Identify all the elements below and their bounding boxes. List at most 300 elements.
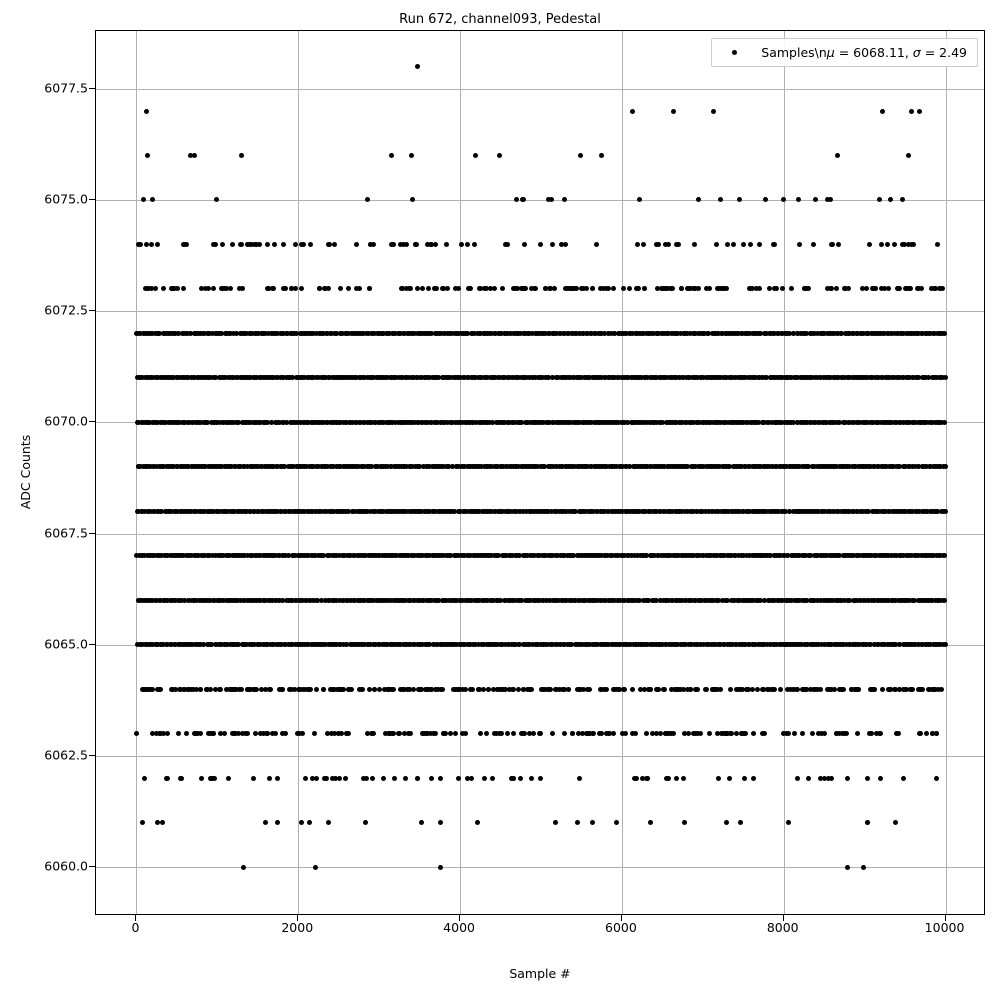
scatter-point bbox=[707, 731, 712, 736]
scatter-point bbox=[728, 687, 733, 692]
scatter-point bbox=[934, 776, 939, 781]
scatter-point bbox=[594, 242, 599, 247]
scatter-point bbox=[314, 776, 319, 781]
scatter-point bbox=[518, 776, 523, 781]
scatter-point bbox=[239, 687, 244, 692]
scatter-point bbox=[325, 731, 330, 736]
scatter-point bbox=[855, 731, 860, 736]
scatter-point bbox=[681, 687, 686, 692]
scatter-point bbox=[856, 687, 861, 692]
scatter-point bbox=[265, 242, 270, 247]
gridline-horizontal bbox=[96, 200, 984, 201]
scatter-point bbox=[160, 820, 165, 825]
scatter-point bbox=[885, 242, 890, 247]
scatter-point bbox=[751, 731, 756, 736]
scatter-point bbox=[410, 197, 415, 202]
scatter-point bbox=[538, 776, 543, 781]
scatter-point bbox=[614, 820, 619, 825]
scatter-point bbox=[934, 731, 939, 736]
scatter-point bbox=[280, 687, 285, 692]
scatter-point bbox=[870, 687, 875, 692]
scatter-point bbox=[718, 197, 723, 202]
scatter-point bbox=[738, 820, 743, 825]
scatter-point bbox=[562, 731, 567, 736]
scatter-point bbox=[313, 865, 318, 870]
y-axis-label: ADC Counts bbox=[18, 434, 33, 510]
x-tick-label: 4000 bbox=[443, 920, 475, 935]
scatter-point bbox=[317, 286, 322, 291]
scatter-point bbox=[192, 153, 197, 158]
scatter-point bbox=[299, 820, 304, 825]
scatter-point bbox=[149, 242, 154, 247]
scatter-point bbox=[632, 776, 637, 781]
scatter-point bbox=[267, 776, 272, 781]
scatter-point bbox=[228, 286, 233, 291]
scatter-point bbox=[888, 197, 893, 202]
scatter-point bbox=[538, 731, 543, 736]
scatter-point bbox=[293, 242, 298, 247]
scatter-point bbox=[396, 731, 401, 736]
scatter-point bbox=[199, 776, 204, 781]
scatter-point bbox=[343, 776, 348, 781]
scatter-point bbox=[392, 776, 397, 781]
scatter-point bbox=[148, 687, 153, 692]
y-tick-label: 6067.5 bbox=[44, 525, 88, 541]
scatter-point bbox=[696, 286, 701, 291]
scatter-point bbox=[469, 776, 474, 781]
scatter-point bbox=[428, 242, 433, 247]
scatter-point bbox=[339, 731, 344, 736]
scatter-point bbox=[886, 687, 891, 692]
scatter-point bbox=[635, 242, 640, 247]
scatter-point bbox=[155, 242, 160, 247]
scatter-point bbox=[213, 687, 218, 692]
legend-marker-icon bbox=[732, 50, 737, 55]
scatter-point bbox=[840, 731, 845, 736]
scatter-point bbox=[829, 286, 834, 291]
scatter-point bbox=[415, 286, 420, 291]
scatter-point bbox=[760, 731, 765, 736]
y-tick-mark bbox=[89, 755, 95, 756]
scatter-point bbox=[415, 64, 420, 69]
scatter-point bbox=[240, 286, 245, 291]
scatter-point bbox=[724, 820, 729, 825]
gridline-horizontal bbox=[96, 89, 984, 90]
scatter-point bbox=[140, 687, 145, 692]
scatter-point bbox=[484, 731, 489, 736]
x-tick-label: 6000 bbox=[605, 920, 637, 935]
scatter-point bbox=[563, 242, 568, 247]
scatter-point bbox=[834, 286, 839, 291]
scatter-point bbox=[490, 776, 495, 781]
scatter-point bbox=[521, 687, 526, 692]
scatter-point bbox=[930, 731, 935, 736]
scatter-point bbox=[220, 242, 225, 247]
scatter-point bbox=[522, 242, 527, 247]
scatter-point bbox=[671, 109, 676, 114]
scatter-point bbox=[438, 820, 443, 825]
scatter-point bbox=[674, 776, 679, 781]
scatter-point bbox=[543, 286, 548, 291]
scatter-point bbox=[611, 731, 616, 736]
scatter-point bbox=[943, 375, 948, 380]
scatter-point bbox=[275, 776, 280, 781]
scatter-point bbox=[322, 776, 327, 781]
scatter-point bbox=[165, 776, 170, 781]
scatter-point bbox=[786, 731, 791, 736]
scatter-point bbox=[893, 687, 898, 692]
scatter-point bbox=[283, 731, 288, 736]
scatter-point bbox=[417, 687, 422, 692]
scatter-point bbox=[742, 776, 747, 781]
gridline-vertical bbox=[298, 31, 299, 914]
scatter-point bbox=[401, 242, 406, 247]
scatter-point bbox=[893, 820, 898, 825]
scatter-point bbox=[368, 242, 373, 247]
scatter-point bbox=[606, 286, 611, 291]
scatter-point bbox=[340, 687, 345, 692]
scatter-point bbox=[359, 687, 364, 692]
scatter-point bbox=[865, 776, 870, 781]
scatter-point bbox=[263, 820, 268, 825]
scatter-point bbox=[810, 731, 815, 736]
scatter-point bbox=[867, 242, 872, 247]
scatter-point bbox=[453, 687, 458, 692]
scatter-point bbox=[140, 820, 145, 825]
scatter-point bbox=[789, 286, 794, 291]
scatter-point bbox=[433, 687, 438, 692]
scatter-point bbox=[734, 687, 739, 692]
scatter-point bbox=[553, 820, 558, 825]
scatter-point bbox=[727, 776, 732, 781]
legend-mu-symbol: μ bbox=[826, 45, 835, 60]
scatter-point bbox=[828, 197, 833, 202]
legend-sigma-symbol: σ bbox=[912, 45, 921, 60]
scatter-point bbox=[757, 286, 762, 291]
scatter-point bbox=[584, 731, 589, 736]
scatter-point bbox=[637, 197, 642, 202]
scatter-point bbox=[797, 242, 802, 247]
scatter-point bbox=[648, 820, 653, 825]
gridline-horizontal bbox=[96, 311, 984, 312]
scatter-point bbox=[927, 687, 932, 692]
scatter-point bbox=[214, 197, 219, 202]
scatter-point bbox=[511, 687, 516, 692]
scatter-point bbox=[333, 776, 338, 781]
scatter-point bbox=[312, 731, 317, 736]
scatter-point bbox=[646, 687, 651, 692]
scatter-point bbox=[562, 197, 567, 202]
scatter-point bbox=[924, 731, 929, 736]
scatter-point bbox=[529, 776, 534, 781]
scatter-point bbox=[165, 731, 170, 736]
scatter-point bbox=[299, 286, 304, 291]
scatter-point bbox=[365, 197, 370, 202]
gridline-horizontal bbox=[96, 867, 984, 868]
scatter-point bbox=[707, 286, 712, 291]
scatter-point bbox=[211, 731, 216, 736]
scatter-point bbox=[195, 731, 200, 736]
scatter-point bbox=[734, 731, 739, 736]
scatter-point bbox=[942, 420, 947, 425]
scatter-point bbox=[253, 731, 258, 736]
scatter-point bbox=[591, 731, 596, 736]
gridline-horizontal bbox=[96, 756, 984, 757]
scatter-point bbox=[796, 197, 801, 202]
scatter-point bbox=[377, 687, 382, 692]
scatter-point bbox=[860, 286, 865, 291]
scatter-point bbox=[550, 731, 555, 736]
y-tick-label: 6077.5 bbox=[44, 80, 88, 96]
scatter-point bbox=[259, 687, 264, 692]
scatter-point bbox=[865, 820, 870, 825]
scatter-point bbox=[552, 286, 557, 291]
scatter-point bbox=[150, 731, 155, 736]
scatter-point bbox=[943, 509, 948, 514]
scatter-point bbox=[599, 153, 604, 158]
scatter-point bbox=[241, 865, 246, 870]
scatter-point bbox=[815, 687, 820, 692]
scatter-point bbox=[590, 820, 595, 825]
scatter-point bbox=[861, 865, 866, 870]
scatter-point bbox=[566, 687, 571, 692]
scatter-point bbox=[475, 820, 480, 825]
gridline-vertical bbox=[946, 31, 947, 914]
scatter-point bbox=[184, 731, 189, 736]
scatter-point bbox=[886, 286, 891, 291]
scatter-point bbox=[367, 286, 372, 291]
scatter-point bbox=[542, 687, 547, 692]
scatter-point bbox=[381, 776, 386, 781]
scatter-point bbox=[804, 687, 809, 692]
scatter-point bbox=[550, 242, 555, 247]
y-tick-mark bbox=[89, 866, 95, 867]
scatter-point bbox=[585, 687, 590, 692]
scatter-point bbox=[836, 242, 841, 247]
scatter-point bbox=[407, 687, 412, 692]
scatter-point bbox=[879, 242, 884, 247]
scatter-point bbox=[459, 242, 464, 247]
scatter-point bbox=[505, 731, 510, 736]
scatter-point bbox=[696, 197, 701, 202]
legend bbox=[711, 38, 978, 67]
scatter-point bbox=[521, 197, 526, 202]
scatter-point bbox=[503, 242, 508, 247]
scatter-point bbox=[935, 242, 940, 247]
scatter-point bbox=[892, 242, 897, 247]
scatter-point bbox=[669, 687, 674, 692]
scatter-point bbox=[357, 286, 362, 291]
y-tick-label: 6075.0 bbox=[44, 191, 88, 207]
y-tick-mark bbox=[89, 421, 95, 422]
scatter-point bbox=[528, 687, 533, 692]
scatter-point bbox=[456, 776, 461, 781]
scatter-point bbox=[590, 286, 595, 291]
scatter-point bbox=[767, 286, 772, 291]
scatter-point bbox=[157, 687, 162, 692]
scatter-point bbox=[500, 286, 505, 291]
scatter-point bbox=[692, 242, 697, 247]
y-tick-mark bbox=[89, 533, 95, 534]
scatter-point bbox=[906, 242, 911, 247]
scatter-point bbox=[444, 242, 449, 247]
scatter-point bbox=[576, 731, 581, 736]
scatter-point bbox=[676, 242, 681, 247]
scatter-point bbox=[433, 731, 438, 736]
scatter-point bbox=[178, 776, 183, 781]
scatter-point bbox=[681, 776, 686, 781]
scatter-point bbox=[763, 197, 768, 202]
scatter-point bbox=[211, 286, 216, 291]
scatter-point bbox=[438, 865, 443, 870]
scatter-point bbox=[429, 776, 434, 781]
scatter-point bbox=[813, 197, 818, 202]
scatter-point bbox=[426, 286, 431, 291]
scatter-point bbox=[822, 776, 827, 781]
scatter-point bbox=[419, 820, 424, 825]
scatter-point bbox=[611, 286, 616, 291]
scatter-point bbox=[800, 731, 805, 736]
scatter-point bbox=[403, 776, 408, 781]
scatter-point bbox=[303, 776, 308, 781]
scatter-point bbox=[161, 286, 166, 291]
scatter-point bbox=[142, 776, 147, 781]
chart-title: Run 672, channel093, Pedestal bbox=[399, 12, 601, 27]
scatter-point bbox=[724, 286, 729, 291]
y-tick-mark bbox=[89, 88, 95, 89]
scatter-point bbox=[531, 731, 536, 736]
scatter-point bbox=[936, 687, 941, 692]
scatter-point bbox=[794, 687, 799, 692]
scatter-point bbox=[230, 242, 235, 247]
scatter-point bbox=[420, 286, 425, 291]
scatter-point bbox=[575, 820, 580, 825]
scatter-point bbox=[538, 242, 543, 247]
scatter-point bbox=[144, 109, 149, 114]
scatter-point bbox=[145, 153, 150, 158]
scatter-point bbox=[943, 642, 948, 647]
scatter-point bbox=[906, 153, 911, 158]
gridline-vertical bbox=[622, 31, 623, 914]
x-tick-label: 8000 bbox=[766, 920, 799, 935]
scatter-point bbox=[144, 242, 149, 247]
scatter-point bbox=[465, 242, 470, 247]
scatter-point bbox=[811, 242, 816, 247]
scatter-point bbox=[688, 687, 693, 692]
scatter-point bbox=[711, 109, 716, 114]
scatter-point bbox=[656, 687, 661, 692]
scatter-point bbox=[570, 731, 575, 736]
scatter-point bbox=[679, 286, 684, 291]
scatter-point bbox=[210, 776, 215, 781]
scatter-point bbox=[470, 687, 475, 692]
scatter-point bbox=[222, 731, 227, 736]
scatter-point bbox=[478, 731, 483, 736]
scatter-point bbox=[465, 776, 470, 781]
scatter-point bbox=[878, 776, 883, 781]
scatter-point bbox=[867, 731, 872, 736]
scatter-point bbox=[694, 687, 699, 692]
scatter-point bbox=[716, 776, 721, 781]
scatter-point bbox=[877, 197, 882, 202]
scatter-point bbox=[658, 731, 663, 736]
scatter-point bbox=[900, 197, 905, 202]
y-tick-label: 6070.0 bbox=[44, 413, 88, 429]
scatter-point bbox=[741, 242, 746, 247]
scatter-point bbox=[878, 731, 883, 736]
scatter-point bbox=[326, 820, 331, 825]
scatter-point bbox=[725, 242, 730, 247]
scatter-point bbox=[561, 687, 566, 692]
scatter-point bbox=[346, 687, 351, 692]
gridline-vertical bbox=[460, 31, 461, 914]
scatter-point bbox=[771, 242, 776, 247]
scatter-point bbox=[718, 687, 723, 692]
scatter-point bbox=[306, 687, 311, 692]
scatter-point bbox=[822, 731, 827, 736]
scatter-point bbox=[894, 731, 899, 736]
scatter-point bbox=[818, 776, 823, 781]
scatter-point bbox=[453, 731, 458, 736]
scatter-point bbox=[661, 687, 666, 692]
scatter-point bbox=[492, 286, 497, 291]
scatter-point bbox=[182, 242, 187, 247]
scatter-point bbox=[251, 776, 256, 781]
scatter-point bbox=[577, 687, 582, 692]
scatter-point bbox=[942, 598, 947, 603]
scatter-point bbox=[415, 776, 420, 781]
scatter-point bbox=[420, 731, 425, 736]
scatter-point bbox=[788, 687, 793, 692]
scatter-point bbox=[482, 776, 487, 781]
scatter-point bbox=[170, 687, 175, 692]
scatter-point bbox=[332, 242, 337, 247]
scatter-point bbox=[553, 687, 558, 692]
scatter-point bbox=[845, 776, 850, 781]
scatter-point bbox=[686, 731, 691, 736]
scatter-point bbox=[150, 197, 155, 202]
scatter-point bbox=[901, 776, 906, 781]
scatter-point bbox=[714, 242, 719, 247]
scatter-point bbox=[644, 731, 649, 736]
scatter-point bbox=[940, 286, 945, 291]
scatter-point bbox=[835, 153, 840, 158]
scatter-point bbox=[409, 153, 414, 158]
scatter-point bbox=[781, 197, 786, 202]
scatter-point bbox=[391, 242, 396, 247]
scatter-point bbox=[307, 820, 312, 825]
scatter-point bbox=[472, 242, 477, 247]
scatter-point bbox=[468, 286, 473, 291]
scatter-point bbox=[371, 731, 376, 736]
scatter-point bbox=[263, 687, 268, 692]
scatter-point bbox=[299, 242, 304, 247]
legend-entry-label: Samples\nμ = 6068.11, σ = 2.49 bbox=[761, 45, 967, 60]
scatter-point bbox=[900, 242, 905, 247]
scatter-point bbox=[308, 242, 313, 247]
scatter-point bbox=[630, 687, 635, 692]
scatter-point bbox=[682, 820, 687, 825]
scatter-point bbox=[755, 687, 760, 692]
y-tick-mark bbox=[89, 644, 95, 645]
x-tick-label: 10000 bbox=[924, 920, 965, 935]
scatter-point bbox=[909, 109, 914, 114]
scatter-point bbox=[175, 286, 180, 291]
scatter-point bbox=[354, 242, 359, 247]
scatter-point bbox=[363, 820, 368, 825]
scatter-point bbox=[141, 197, 146, 202]
scatter-point bbox=[737, 197, 742, 202]
